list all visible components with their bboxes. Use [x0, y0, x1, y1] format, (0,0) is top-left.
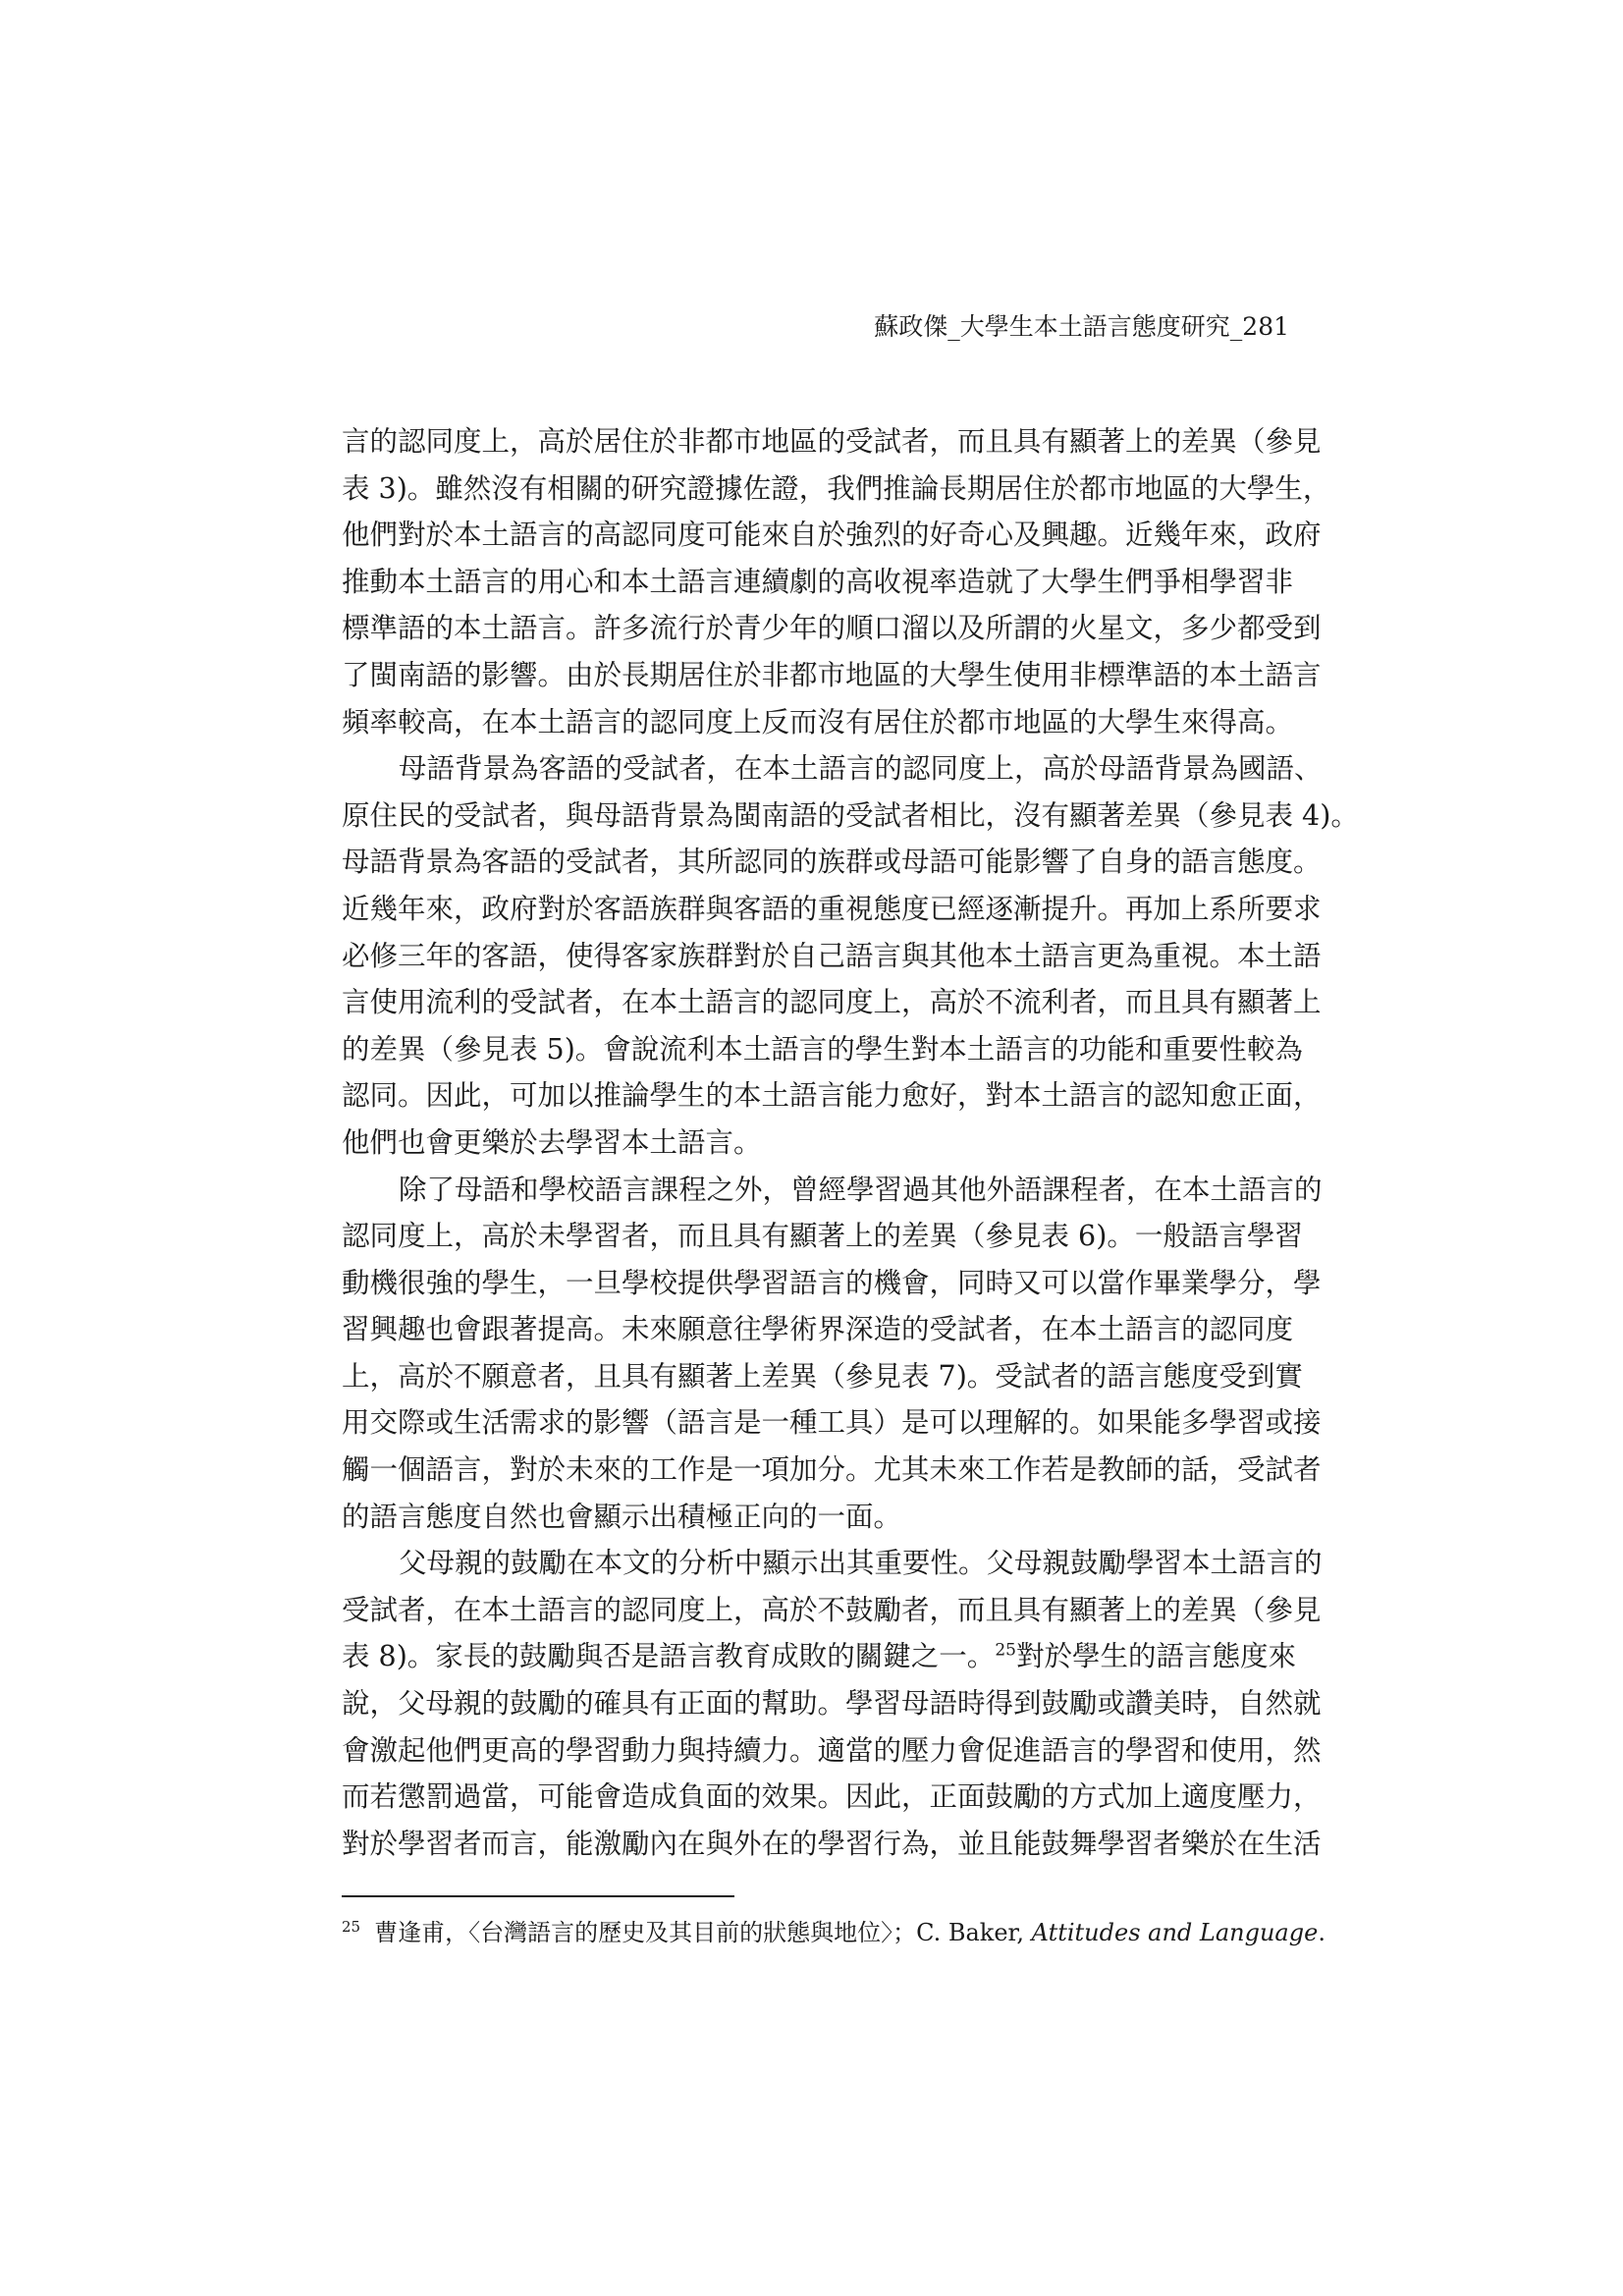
text-line: 除了母語和學校語言課程之外，曾經學習過其他外語課程者，在本土語言的	[399, 1173, 1323, 1206]
paragraph-1	[342, 418, 1331, 745]
text-line: 母語背景為客語的受試者，其所認同的族群或母語可能影響了自身的語言態度。	[342, 846, 1322, 879]
text-line: 對於學習者而言，能激勵內在與外在的學習行為，並且能鼓舞學習者樂於在生活	[342, 1827, 1322, 1860]
text-line: 的語言態度自然也會顯示出積極正向的一面。	[342, 1500, 902, 1533]
text-line: 必修三年的客語，使得客家族群對於自己語言與其他本土語言更為重視。本土語	[342, 939, 1322, 972]
text-line-with-footnote	[342, 1633, 1296, 1680]
text-line: 習興趣也會跟著提高。未來願意往學術界深造的受試者，在本土語言的認同度	[342, 1313, 1294, 1346]
text-line: 言使用流利的受試者，在本土語言的認同度上，高於不流利者，而且具有顯著上	[342, 986, 1322, 1019]
text-line: 了閩南語的影響。由於長期居住於非都市地區的大學生使用非標準語的本土語言	[342, 658, 1322, 691]
text-line: 用交際或生活需求的影響（語言是一種工具）是可以理解的。如果能多學習或接	[342, 1406, 1322, 1440]
text-line: 觸一個語言，對於未來的工作是一項加分。尤其未來工作若是教師的話，受試者	[342, 1453, 1322, 1487]
footnote-book-title: Attitudes and Language	[1031, 1919, 1319, 1946]
text-line: 的差異（參見表 5)。會說流利本土語言的學生對本土語言的功能和重要性較為	[342, 1032, 1303, 1066]
paragraph-4	[342, 1540, 1323, 1867]
text-line: 標準語的本土語言。許多流行於青少年的順口溜以及所謂的火星文，多少都受到	[342, 612, 1322, 645]
footnote	[342, 1917, 1325, 1950]
text-line: 說，父母親的鼓勵的確具有正面的幫助。學習母語時得到鼓勵或讚美時，自然就	[342, 1687, 1322, 1721]
text-line: 動機很強的學生，一旦學校提供學習語言的機會，同時又可以當作畢業學分，學	[342, 1266, 1322, 1299]
text-line: 上，高於不願意者，且具有顯著上差異（參見表 7)。受試者的語言態度受到實	[342, 1359, 1303, 1393]
text-line: 原住民的受試者，與母語背景為閩南語的受試者相比，沒有顯著差異（參見表 4)。	[342, 798, 1359, 832]
text-line: 認同度上，高於未學習者，而且具有顯著上的差異（參見表 6)。一般語言學習	[342, 1220, 1303, 1253]
text-line: 他們對於本土語言的高認同度可能來自於強烈的好奇心及興趣。近幾年來，政府	[342, 519, 1322, 552]
text-line: 父母親的鼓勵在本文的分析中顯示出其重要性。父母親鼓勵學習本土語言的	[399, 1547, 1323, 1580]
text-line: 母語背景為客語的受試者，在本土語言的認同度上，高於母語背景為國語、	[399, 752, 1323, 786]
text-line: 言的認同度上，高於居住於非都市地區的受試者，而且具有顯著上的差異（參見	[342, 425, 1322, 458]
text-line: 推動本土語言的用心和本土語言連續劇的高收視率造就了大學生們爭相學習非	[342, 565, 1294, 598]
footnote-end: .	[1318, 1919, 1325, 1946]
running-header: 蘇政傑_大學生本土語言態度研究_281	[874, 312, 1289, 341]
text-line: 而若懲罰過當，可能會造成負面的效果。因此，正面鼓勵的方式加上適度壓力，	[342, 1780, 1322, 1814]
text-line: 認同。因此，可加以推論學生的本土語言能力愈好，對本土語言的認知愈正面，	[342, 1079, 1322, 1113]
paragraph-3	[342, 1167, 1323, 1541]
footnote-text: 曹逢甫，〈台灣語言的歷史及其目前的狀態與地位〉；C. Baker,	[374, 1919, 1032, 1946]
text-line: 頻率較高，在本土語言的認同度上反而沒有居住於都市地區的大學生來得高。	[342, 705, 1294, 738]
paragraph-2	[342, 745, 1359, 1166]
footnote-number: 25	[342, 1918, 361, 1936]
text-line: 受試者，在本土語言的認同度上，高於不鼓勵者，而且具有顯著上的差異（參見	[342, 1593, 1322, 1626]
text-line: 會激起他們更高的學習動力與持續力。適當的壓力會促進語言的學習和使用，然	[342, 1733, 1322, 1767]
footnote-reference[interactable]: 25	[995, 1640, 1016, 1661]
text-line: 近幾年來，政府對於客語族群與客語的重視態度已經逐漸提升。再加上系所要求	[342, 892, 1322, 925]
footnote-divider	[342, 1895, 734, 1897]
text-line: 他們也會更樂於去學習本土語言。	[342, 1125, 762, 1159]
text-segment: 表 8)。家長的鼓勵與否是語言教育成敗的關鍵之一。	[342, 1640, 996, 1673]
text-line: 表 3)。雖然沒有相關的研究證據佐證，我們推論長期居住於都市地區的大學生，	[342, 471, 1331, 505]
body-text	[342, 418, 1359, 1867]
text-segment: 對於學生的語言態度來	[1015, 1640, 1296, 1673]
